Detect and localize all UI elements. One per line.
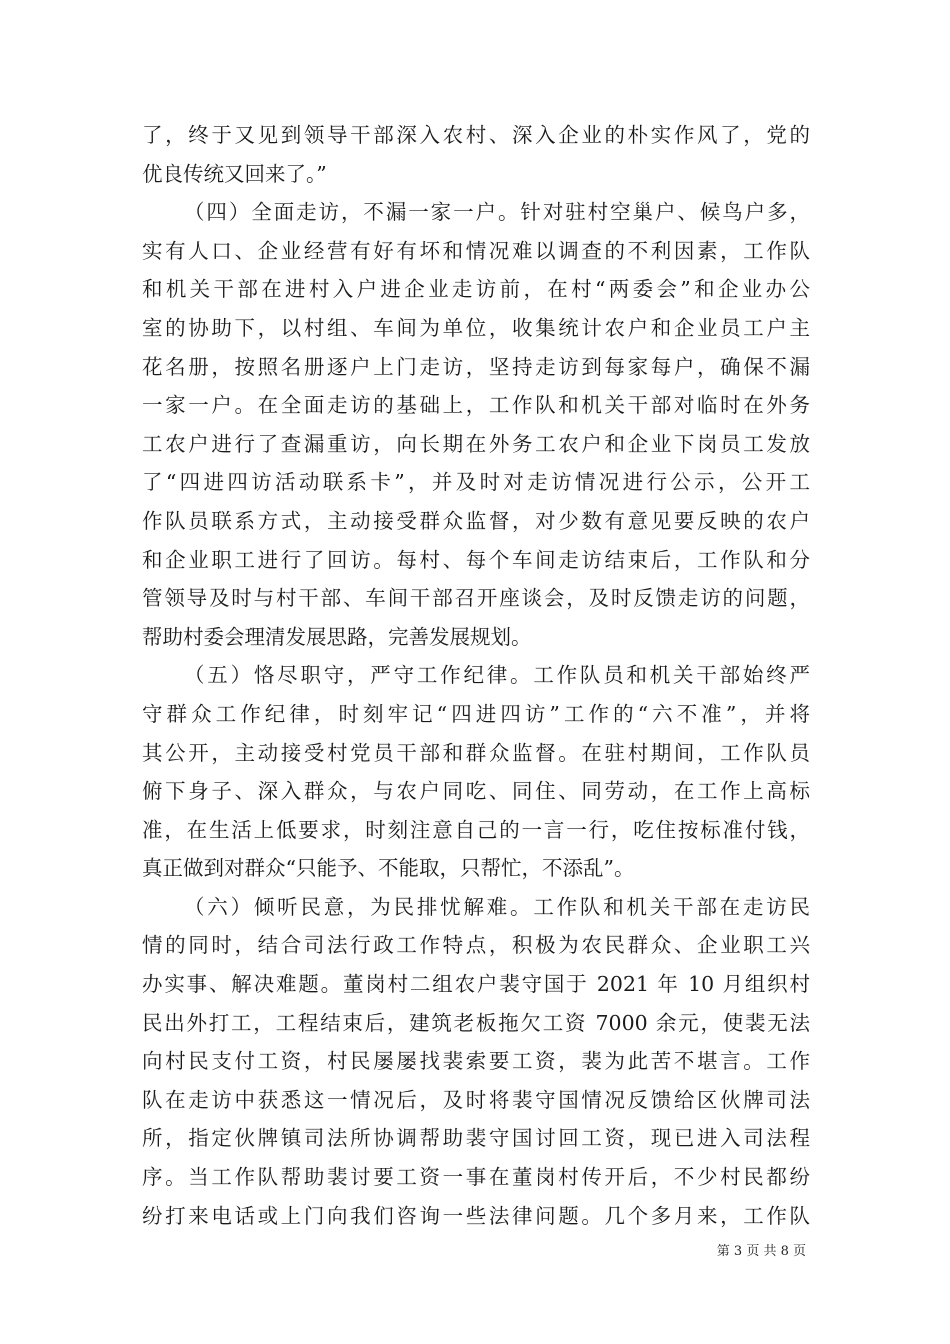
text-line: 其公开，主动接受村党员干部和群众监督。在驻村期间，工作队员 (142, 740, 810, 765)
text-line: （五）恪尽职守，严守工作纪律。工作队员和机关干部始终严 (184, 663, 810, 688)
page-number: 第 3 页 共 8 页 (716, 1244, 806, 1259)
text-line: （六）倾听民意，为民排忧解难。工作队和机关干部在走访民 (184, 894, 810, 919)
text-line: 准，在生活上低要求，时刻注意自己的一言一行，吃住按标准付钱， (142, 817, 810, 842)
text-line: 民出外打工，工程结束后，建筑老板拖欠工资 7000 余元，使裴无法 (142, 1010, 810, 1035)
text-line: 纷打来电话或上门向我们咨询一些法律问题。几个多月来，工作队 (142, 1203, 810, 1228)
text-line: 和机关干部在进村入户进企业走访前，在村“两委会”和企业办公 (142, 277, 810, 302)
text-line: 俯下身子、深入群众，与农户同吃、同住、同劳动，在工作上高标 (142, 779, 810, 804)
text-line: 管领导及时与村干部、车间干部召开座谈会，及时反馈走访的问题， (142, 586, 810, 611)
text-line: 和企业职工进行了回访。每村、每个车间走访结束后，工作队和分 (142, 547, 810, 572)
text-line: 帮助村委会理清发展思路，完善发展规划。 (142, 624, 532, 649)
text-line: 情的同时，结合司法行政工作特点，积极为农民群众、企业职工兴 (142, 933, 810, 958)
text-line: 办实事、解决难题。董岗村二组农户裴守国于 2021 年 10 月组织村 (142, 972, 810, 997)
text-line: 守群众工作纪律，时刻牢记“四进四访”工作的“六不准”，并将 (142, 701, 810, 726)
text-line: 了“四进四访活动联系卡”，并及时对走访情况进行公示，公开工 (142, 470, 810, 495)
text-line: 花名册，按照名册逐户上门走访，坚持走访到每家每户，确保不漏 (142, 354, 810, 379)
text-line: 向村民支付工资，村民屡屡找裴索要工资，裴为此苦不堪言。工作 (142, 1049, 810, 1074)
text-line: （四）全面走访，不漏一家一户。针对驻村空巢户、候鸟户多， (184, 200, 810, 225)
text-line: 所，指定伙牌镇司法所协调帮助裴守国讨回工资，现已进入司法程 (142, 1126, 810, 1151)
text-line: 队在走访中获悉这一情况后，及时将裴守国情况反馈给区伙牌司法 (142, 1087, 810, 1112)
text-line: 序。当工作队帮助裴讨要工资一事在董岗村传开后，不少村民都纷 (142, 1165, 810, 1190)
text-line: 一家一户。在全面走访的基础上，工作队和机关干部对临时在外务 (142, 393, 810, 418)
text-line: 了，终于又见到领导干部深入农村、深入企业的朴实作风了，党的 (142, 123, 810, 147)
text-line: 实有人口、企业经营有好有坏和情况难以调查的不利因素，工作队 (142, 238, 810, 263)
text-line: 真正做到对群众“只能予、不能取，只帮忙，不添乱”。 (142, 856, 635, 881)
document-body (142, 116, 810, 1235)
text-line: 室的协助下，以村组、车间为单位，收集统计农户和企业员工户主 (142, 315, 810, 340)
text-line: 作队员联系方式，主动接受群众监督，对少数有意见要反映的农户 (142, 508, 810, 533)
text-line: 工农户进行了查漏重访，向长期在外务工农户和企业下岗员工发放 (142, 431, 810, 456)
text-line: 优良传统又回来了。” (142, 161, 327, 186)
